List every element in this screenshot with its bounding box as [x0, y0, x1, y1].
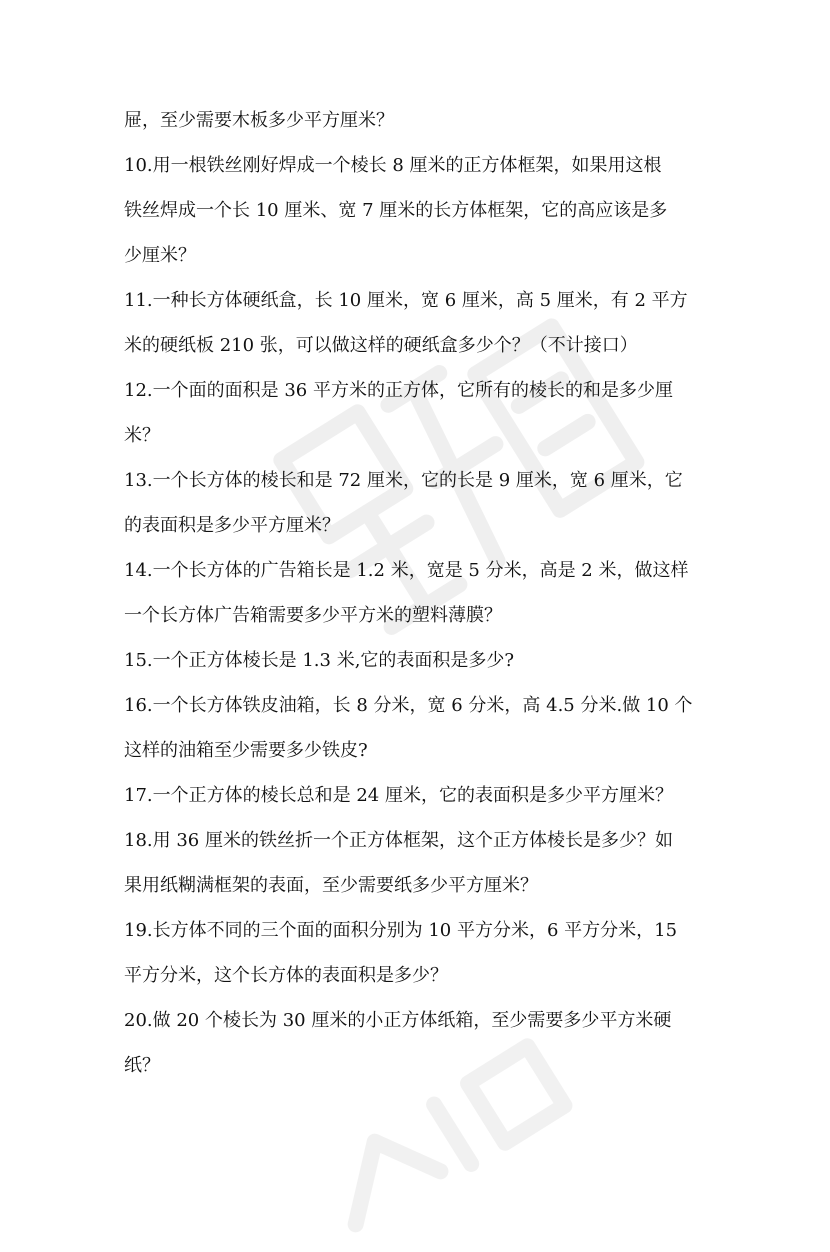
- text-line-22: 纸？: [124, 1055, 160, 1076]
- text-line-15: 这样的油箱至少需要多少铁皮?: [124, 740, 368, 761]
- text-line-16: 17.一个正方体的棱长总和是 24 厘米，它的表面积是多少平方厘米？: [124, 785, 673, 806]
- text-line-14: 16.一个长方体铁皮油箱，长 8 分米，宽 6 分米，高 4.5 分米.做 10 个: [124, 695, 693, 716]
- text-line-19: 19.长方体不同的三个面的面积分别为 10 平方分米，6 平方分米，15: [124, 920, 678, 941]
- text-line-5: 11.一种长方体硬纸盒，长 10 厘米，宽 6 厘米，高 5 厘米，有 2 平方: [124, 290, 688, 311]
- text-line-6: 米的硬纸板 210 张，可以做这样的硬纸盒多少个？（不计接口）: [124, 335, 638, 356]
- text-line-20: 平方分米，这个长方体的表面积是多少？: [124, 965, 448, 986]
- text-line-3: 铁丝焊成一个长 10 厘米、宽 7 厘米的长方体框架，它的高应该是多: [124, 200, 668, 221]
- text-line-11: 14.一个长方体的广告箱长是 1.2 米，宽是 5 分米，高是 2 米，做这样: [124, 560, 689, 581]
- text-line-10: 的表面积是多少平方厘米？: [124, 515, 340, 536]
- watermark-logo: [248, 254, 691, 665]
- watermark-fragment: [296, 1008, 603, 1252]
- text-line-8: 米？: [124, 425, 160, 446]
- text-line-4: 少厘米？: [124, 245, 196, 266]
- text-line-17: 18.用 36 厘米的铁丝折一个正方体框架，这个正方体棱长是多少？如: [124, 830, 673, 851]
- text-line-13: 15.一个正方体棱长是 1.3 米,它的表面积是多少?: [124, 650, 515, 671]
- text-line-2: 10.用一根铁丝刚好焊成一个棱长 8 厘米的正方体框架，如果用这根: [124, 155, 662, 176]
- text-line-12: 一个长方体广告箱需要多少平方米的塑料薄膜？: [124, 605, 502, 626]
- text-line-21: 20.做 20 个棱长为 30 厘米的小正方体纸箱，至少需要多少平方米硬: [124, 1010, 672, 1031]
- text-line-9: 13.一个长方体的棱长和是 72 厘米，它的长是 9 厘米，宽 6 厘米，它: [124, 470, 683, 491]
- text-line-1: 屉，至少需要木板多少平方厘米？: [124, 110, 394, 131]
- text-line-7: 12.一个面的面积是 36 平方米的正方体，它所有的棱长的和是多少厘: [124, 380, 673, 401]
- text-line-18: 果用纸糊满框架的表面，至少需要纸多少平方厘米？: [124, 875, 538, 896]
